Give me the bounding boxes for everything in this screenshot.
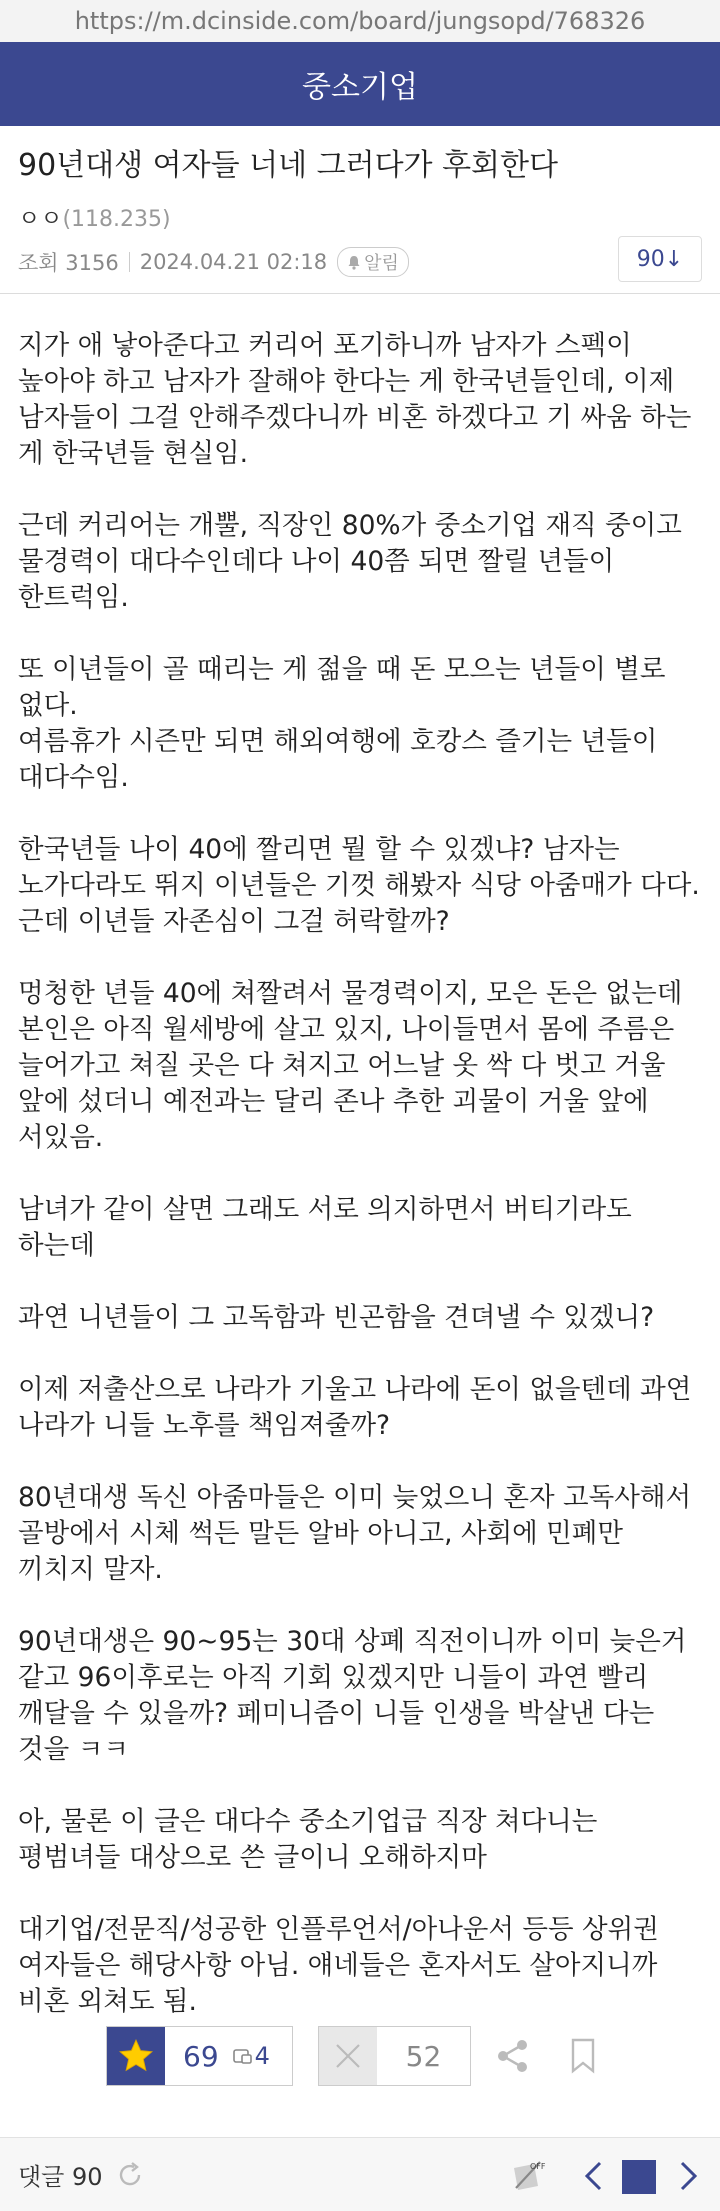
refresh-icon[interactable] xyxy=(115,2160,145,2190)
reply-count-label: 90↓ xyxy=(636,246,684,272)
svg-text:OFF: OFF xyxy=(530,2162,546,2171)
alarm-button[interactable] xyxy=(337,247,409,277)
comment-count-button[interactable]: 댓글 90 xyxy=(18,2163,103,2191)
post-date: 2024.04.21 02:18 xyxy=(139,250,328,274)
post-paragraph: 지가 애 낳아준다고 커리어 포기하니까 남자가 스펙이 높아야 하고 남자가 잘해야 한다는 게 한국년들인데, 이제 남자들이 그걸 안해주겠다니까 비혼 하겠다고 기 싸움 하는 게 한국년들 현실임. xyxy=(18,330,692,469)
post-meta xyxy=(18,247,702,277)
post-paragraph: 남녀가 같이 살면 그래도 서로 의지하면서 버티기라도 하는데 xyxy=(18,1194,632,1261)
post-paragraph: 과연 니년들이 그 고독함과 빈곤함을 견뎌낼 수 있겠니? xyxy=(18,1302,655,1333)
non-recommend-button[interactable] xyxy=(318,2026,471,2086)
board-title[interactable]: 중소기업 xyxy=(302,70,418,105)
chevron-right-icon[interactable] xyxy=(678,2160,700,2192)
post-title: 90년대생 여자들 너네 그러다가 후회한다 xyxy=(18,148,558,183)
post-paragraph: 멍청한 년들 40에 쳐짤려서 물경력이지, 모은 돈은 없는데 본인은 아직 월세방에 살고 있지, 나이들면서 몸에 주름은 늘어가고 쳐질 곳은 다 쳐지고 어느날 옷 싹 다 벗고 거울 앞에 섰더니 예전과는 달리 존나 추한 괴물이 거울 앞에 서있음. xyxy=(18,978,683,1153)
share-icon[interactable] xyxy=(495,2038,531,2074)
recommend-button[interactable] xyxy=(106,2026,293,2086)
url-bar[interactable] xyxy=(0,0,720,42)
non-recommend-count: 52 xyxy=(405,2039,442,2073)
fixed-recommend-icon xyxy=(233,2047,253,2065)
post-paragraph: 80년대생 독신 아줌마들은 이미 늦었으니 혼자 고독사해서 골방에서 시체 썩든 말든 알바 아니고, 사회에 민폐만 끼치지 말자. xyxy=(18,1482,692,1585)
post-paragraph: 근데 커리어는 개뿔, 직장인 80%가 중소기업 재직 중이고 물경력이 대다수인데다 나이 40쯤 되면 짤릴 년들이 한트럭임. xyxy=(18,510,682,613)
author-name[interactable]: ㅇㅇ xyxy=(18,206,63,232)
vote-bar xyxy=(0,2026,720,2088)
fixed-recommend[interactable] xyxy=(233,2042,270,2070)
fixed-recommend-count: 4 xyxy=(254,2042,270,2070)
view-count: 조회 3156 xyxy=(18,251,119,275)
board-header xyxy=(0,42,720,126)
post-paragraph: 한국년들 나이 40에 짤리면 뭘 할 수 있겠냐? 남자는 노가다라도 뛰지 이년들은 기껏 해봤자 식당 아줌매가 다다. 근데 이년들 자존심이 그걸 허락할까? xyxy=(18,834,700,937)
author-line xyxy=(18,200,702,233)
url-text: https://m.dcinside.com/board/jungsopd/768326 xyxy=(74,7,646,35)
meta-divider xyxy=(129,252,130,272)
star-icon-box xyxy=(107,2027,165,2085)
bell-icon xyxy=(347,255,361,270)
bottom-bar xyxy=(0,2137,720,2211)
post-body xyxy=(0,294,720,2020)
author-ip: (118.235) xyxy=(62,207,171,232)
close-icon-box xyxy=(319,2027,377,2085)
list-button[interactable] xyxy=(622,2160,656,2194)
recommend-count: 69 xyxy=(183,2039,219,2073)
alarm-label: 알림 xyxy=(364,253,399,274)
chevron-left-icon[interactable] xyxy=(582,2160,604,2192)
post-paragraph: 90년대생은 90~95는 30대 상폐 직전이니까 이미 늦은거 같고 96이후로는 아직 기회 있겠지만 니들이 과연 빨리 깨달을 수 있을까? 페미니즘이 니들 인생을 박살낸 다는 것을 ㅋㅋ xyxy=(18,1626,687,1765)
reply-count-button[interactable] xyxy=(618,236,702,282)
post-paragraph: 또 이년들이 골 때리는 게 젊을 때 돈 모으는 년들이 별로 없다. 여름휴가 시즌만 되면 해외여행에 호캉스 즐기는 년들이 대다수임. xyxy=(18,654,666,793)
post-header xyxy=(0,126,720,294)
post-paragraph: 대기업/전문직/성공한 인플루언서/아나운서 등등 상위권 여자들은 해당사항 아님. 얘네들은 혼자서도 살아지니까 비혼 외쳐도 됨. xyxy=(18,1914,659,2017)
bookmark-icon[interactable] xyxy=(568,2038,598,2074)
image-off-icon[interactable] xyxy=(510,2158,546,2194)
post-paragraph: 이제 저출산으로 나라가 기울고 나라에 돈이 없을텐데 과연 나라가 니들 노후를 책임져줄까? xyxy=(18,1374,692,1441)
close-icon xyxy=(333,2041,363,2071)
post-paragraph: 아, 물론 이 글은 대다수 중소기업급 직장 쳐다니는 평범녀들 대상으로 쓴 글이니 오해하지마 xyxy=(18,1806,598,1873)
star-icon xyxy=(117,2037,155,2075)
